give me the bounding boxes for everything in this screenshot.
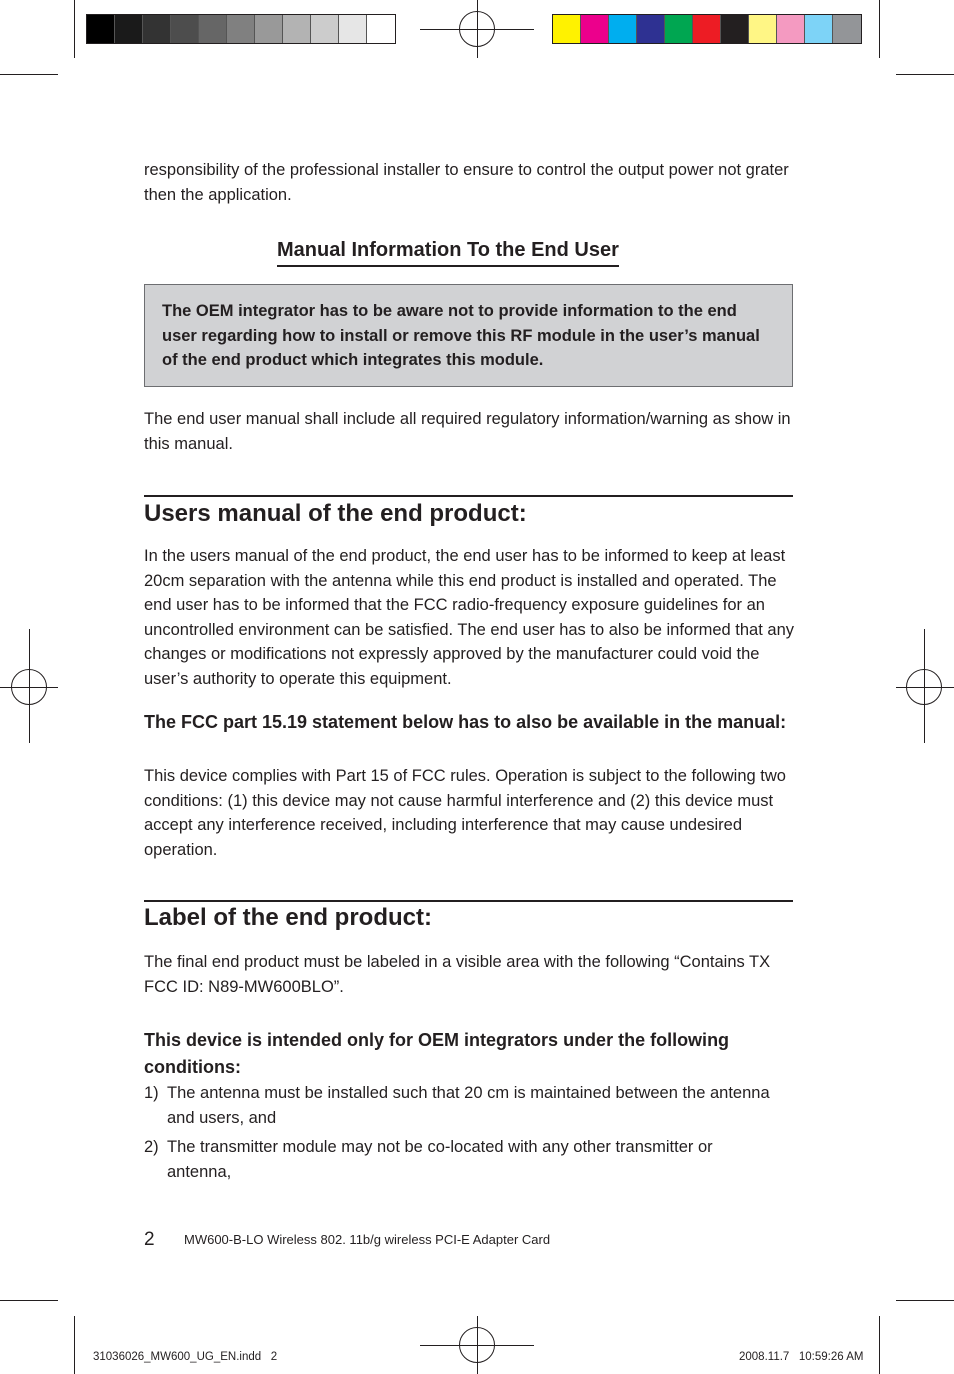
color-swatch <box>115 15 143 43</box>
section-rule <box>144 495 793 497</box>
crop-mark <box>879 1316 880 1374</box>
list-item <box>144 1081 774 1130</box>
crop-mark <box>0 1300 58 1301</box>
label-paragraph: The final end product must be labeled in a visible area with the following “Contains TX FCC ID: N89-MW600BLO”. <box>144 953 771 996</box>
color-swatch <box>833 15 861 43</box>
color-swatch <box>283 15 311 43</box>
color-swatch <box>227 15 255 43</box>
list-item <box>144 1135 774 1184</box>
oem-callout-text: The OEM integrator has to be aware not to provide information to the end user regarding how to install or remove this RF module in the user’s manual of the end product which integrates this module. <box>162 302 760 370</box>
color-swatch <box>367 15 395 43</box>
slug-filename: 31036026_MW600_UG_EN.indd 2 <box>93 1351 278 1363</box>
crop-mark <box>74 0 75 58</box>
color-swatch <box>199 15 227 43</box>
crop-mark <box>74 1316 75 1374</box>
crop-mark <box>896 74 954 75</box>
users-manual-paragraph: In the users manual of the end product, the end user has to be informed to keep at least 20cm separation with the antenna while this end product is installed and operated. The end user has to be informed that the FCC radio-frequency exposure guidelines for an uncontrolled environment can be satisfied. The end user has to also be informed that any changes or modifications not expressly approved by the manufacturer could void the user’s authority to operate this equipment. <box>144 547 795 688</box>
manual-info-heading <box>277 236 619 267</box>
conditions-list <box>144 1081 774 1184</box>
list-item-number: 2) <box>144 1138 159 1157</box>
intro-paragraph: responsibility of the professional installer to ensure to control the output power not grater then the application. <box>144 161 789 204</box>
slug-timestamp: 2008.11.7 10:59:26 AM <box>739 1351 864 1363</box>
color-swatch <box>609 15 637 43</box>
color-swatch <box>255 15 283 43</box>
color-swatch <box>553 15 581 43</box>
manual-info-followup: The end user manual shall include all required regulatory information/warning as show in this manual. <box>144 410 791 453</box>
color-swatch <box>721 15 749 43</box>
color-swatch <box>805 15 833 43</box>
color-swatch <box>339 15 367 43</box>
crop-mark <box>0 74 58 75</box>
oem-conditions-subheading: This device is intended only for OEM integrators under the following conditions: <box>144 1030 730 1077</box>
fcc-statement-text: This device complies with Part 15 of FCC rules. Operation is subject to the following two conditions: (1) this device may not cause harmful interference and (2) this device must accept any interference received, including interference that may cause undesired operation. <box>144 767 786 859</box>
color-swatch <box>665 15 693 43</box>
process-color-bar <box>552 14 862 44</box>
list-item-text: The antenna must be installed such that 20 cm is maintained between the antenna and users, and <box>167 1084 770 1127</box>
footer-product-title: MW600-B-LO Wireless 802. 11b/g wireless PCI-E Adapter Card <box>184 1232 551 1247</box>
list-item-number: 1) <box>144 1084 159 1102</box>
color-swatch <box>311 15 339 43</box>
crop-mark <box>896 1300 954 1301</box>
manual-info-heading-text: Manual Information To the End User <box>277 239 619 261</box>
users-manual-heading: Users manual of the end product: <box>144 500 527 527</box>
color-swatch <box>171 15 199 43</box>
color-swatch <box>143 15 171 43</box>
color-swatch <box>777 15 805 43</box>
color-swatch <box>749 15 777 43</box>
list-item-text: The transmitter module may not be co-located with any other transmitter or antenna, <box>167 1138 713 1181</box>
color-swatch <box>637 15 665 43</box>
crop-mark <box>879 0 880 58</box>
fcc-subheading: The FCC part 15.19 statement below has to also be available in the manual: <box>144 712 787 732</box>
grayscale-color-bar <box>86 14 396 44</box>
color-swatch <box>87 15 115 43</box>
oem-callout-box <box>144 284 793 387</box>
label-heading: Label of the end product: <box>144 904 432 931</box>
color-swatch <box>581 15 609 43</box>
page-number: 2 <box>144 1229 155 1250</box>
color-swatch <box>693 15 721 43</box>
